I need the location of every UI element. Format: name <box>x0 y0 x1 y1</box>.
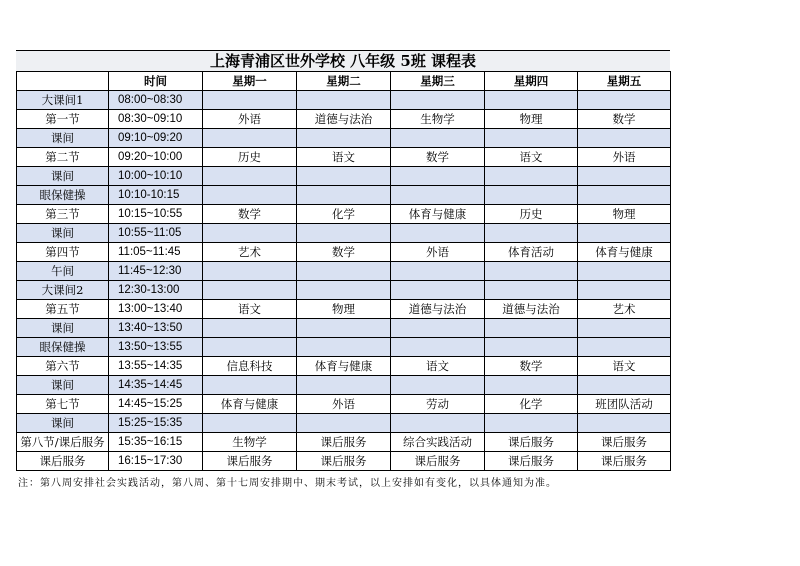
course-cell <box>578 129 671 148</box>
course-cell <box>485 262 578 281</box>
course-cell <box>391 91 485 110</box>
table-row <box>17 414 671 433</box>
footnote: 注：第八周安排社会实践活动，第八周、第十七周安排期中、期末考试，以上安排如有变化，以具体通知为准。 <box>18 478 557 489</box>
course-cell <box>578 167 671 186</box>
course-cell: 艺术 <box>203 243 297 262</box>
header-day: 星期四 <box>485 72 578 91</box>
course-cell: 道德与法治 <box>391 300 485 319</box>
course-cell <box>203 319 297 338</box>
course-cell <box>297 281 391 300</box>
course-cell <box>203 414 297 433</box>
course-cell: 课后服务 <box>578 452 671 471</box>
table-row <box>17 186 671 205</box>
course-cell <box>578 262 671 281</box>
course-cell: 数学 <box>578 110 671 129</box>
course-cell <box>485 376 578 395</box>
period-time: 11:45~12:30 <box>109 262 203 281</box>
period-time: 15:35~16:15 <box>109 433 203 452</box>
period-label: 课间 <box>17 414 109 433</box>
course-cell <box>203 91 297 110</box>
course-cell <box>485 338 578 357</box>
period-time: 13:55~14:35 <box>109 357 203 376</box>
period-time: 16:15~17:30 <box>109 452 203 471</box>
header-day: 星期一 <box>203 72 297 91</box>
table-row <box>17 319 671 338</box>
course-cell <box>578 319 671 338</box>
course-cell: 数学 <box>391 148 485 167</box>
course-cell <box>485 129 578 148</box>
timetable-sheet <box>16 50 670 471</box>
course-cell: 综合实践活动 <box>391 433 485 452</box>
course-cell: 生物学 <box>203 433 297 452</box>
period-label: 第五节 <box>17 300 109 319</box>
course-cell <box>391 376 485 395</box>
period-time: 09:20~10:00 <box>109 148 203 167</box>
course-cell <box>391 319 485 338</box>
course-cell: 课后服务 <box>203 452 297 471</box>
course-cell: 历史 <box>485 205 578 224</box>
table-row <box>17 262 671 281</box>
course-cell: 外语 <box>578 148 671 167</box>
table-row <box>17 300 671 319</box>
course-cell <box>578 91 671 110</box>
course-cell: 体育与健康 <box>578 243 671 262</box>
period-time: 10:00~10:10 <box>109 167 203 186</box>
course-cell: 课后服务 <box>297 433 391 452</box>
period-time: 15:25~15:35 <box>109 414 203 433</box>
course-cell <box>391 414 485 433</box>
period-label: 课间 <box>17 129 109 148</box>
course-cell: 物理 <box>578 205 671 224</box>
course-cell <box>391 338 485 357</box>
course-cell: 数学 <box>203 205 297 224</box>
table-row <box>17 167 671 186</box>
course-cell: 数学 <box>485 357 578 376</box>
course-cell <box>203 376 297 395</box>
period-label: 第六节 <box>17 357 109 376</box>
course-cell: 课后服务 <box>297 452 391 471</box>
course-cell: 课后服务 <box>391 452 485 471</box>
course-cell <box>485 224 578 243</box>
period-time: 14:35~14:45 <box>109 376 203 395</box>
course-cell: 班团队活动 <box>578 395 671 414</box>
period-label: 课间 <box>17 224 109 243</box>
course-cell <box>203 262 297 281</box>
header-corner <box>17 72 109 91</box>
course-cell: 物理 <box>297 300 391 319</box>
course-cell <box>203 167 297 186</box>
course-cell <box>578 186 671 205</box>
course-cell: 生物学 <box>391 110 485 129</box>
table-row <box>17 224 671 243</box>
course-cell: 体育与健康 <box>391 205 485 224</box>
course-cell: 体育活动 <box>485 243 578 262</box>
course-cell: 化学 <box>485 395 578 414</box>
course-cell <box>485 91 578 110</box>
period-label: 第二节 <box>17 148 109 167</box>
course-cell <box>203 338 297 357</box>
table-row <box>17 205 671 224</box>
table-row <box>17 433 671 452</box>
course-cell: 体育与健康 <box>203 395 297 414</box>
course-cell <box>391 224 485 243</box>
timetable-body <box>17 91 671 471</box>
course-cell <box>578 376 671 395</box>
course-cell <box>391 129 485 148</box>
table-row <box>17 243 671 262</box>
course-cell <box>297 262 391 281</box>
period-label: 课间 <box>17 376 109 395</box>
course-cell <box>391 186 485 205</box>
course-cell <box>297 91 391 110</box>
table-row <box>17 376 671 395</box>
period-label: 第三节 <box>17 205 109 224</box>
course-cell: 外语 <box>297 395 391 414</box>
period-time: 13:00~13:40 <box>109 300 203 319</box>
course-cell <box>485 319 578 338</box>
course-cell: 语文 <box>485 148 578 167</box>
period-time: 13:50~13:55 <box>109 338 203 357</box>
course-cell: 外语 <box>391 243 485 262</box>
course-cell: 课后服务 <box>485 433 578 452</box>
period-label: 第一节 <box>17 110 109 129</box>
period-time: 12:30-13:00 <box>109 281 203 300</box>
course-cell <box>485 281 578 300</box>
header-day: 星期二 <box>297 72 391 91</box>
header-row <box>17 72 671 91</box>
period-time: 13:40~13:50 <box>109 319 203 338</box>
table-row <box>17 338 671 357</box>
course-cell: 数学 <box>297 243 391 262</box>
course-cell: 体育与健康 <box>297 357 391 376</box>
course-cell <box>297 319 391 338</box>
period-label: 第四节 <box>17 243 109 262</box>
table-row <box>17 129 671 148</box>
course-cell <box>578 414 671 433</box>
course-cell: 信息科技 <box>203 357 297 376</box>
course-cell: 课后服务 <box>485 452 578 471</box>
period-label: 眼保健操 <box>17 338 109 357</box>
course-cell: 语文 <box>391 357 485 376</box>
course-cell: 道德与法治 <box>485 300 578 319</box>
period-label: 眼保健操 <box>17 186 109 205</box>
period-time: 09:10~09:20 <box>109 129 203 148</box>
table-row <box>17 110 671 129</box>
header-day: 星期三 <box>391 72 485 91</box>
course-cell <box>391 281 485 300</box>
course-cell: 历史 <box>203 148 297 167</box>
header-day: 星期五 <box>578 72 671 91</box>
course-cell <box>297 338 391 357</box>
timetable <box>16 71 671 471</box>
course-cell <box>297 129 391 148</box>
course-cell: 外语 <box>203 110 297 129</box>
table-row <box>17 148 671 167</box>
course-cell <box>297 414 391 433</box>
course-cell <box>391 262 485 281</box>
period-label: 大课间1 <box>17 91 109 110</box>
course-cell <box>578 281 671 300</box>
course-cell <box>485 167 578 186</box>
course-cell: 语文 <box>578 357 671 376</box>
period-label: 第八节/课后服务 <box>17 433 109 452</box>
period-label: 课间 <box>17 167 109 186</box>
course-cell <box>297 167 391 186</box>
period-label: 午间 <box>17 262 109 281</box>
header-time: 时间 <box>109 72 203 91</box>
course-cell: 语文 <box>297 148 391 167</box>
course-cell: 化学 <box>297 205 391 224</box>
course-cell <box>297 186 391 205</box>
course-cell: 艺术 <box>578 300 671 319</box>
timetable-title: 上海青浦区世外学校 八年级 5班 课程表 <box>16 50 670 71</box>
period-label: 大课间2 <box>17 281 109 300</box>
table-row <box>17 395 671 414</box>
course-cell: 课后服务 <box>578 433 671 452</box>
period-label: 课间 <box>17 319 109 338</box>
course-cell <box>391 167 485 186</box>
period-label: 课后服务 <box>17 452 109 471</box>
course-cell <box>203 186 297 205</box>
course-cell <box>203 224 297 243</box>
period-time: 10:10-10:15 <box>109 186 203 205</box>
table-row <box>17 357 671 376</box>
course-cell: 物理 <box>485 110 578 129</box>
course-cell: 劳动 <box>391 395 485 414</box>
period-time: 10:55~11:05 <box>109 224 203 243</box>
table-row <box>17 452 671 471</box>
course-cell <box>297 376 391 395</box>
course-cell <box>297 224 391 243</box>
period-time: 14:45~15:25 <box>109 395 203 414</box>
course-cell <box>203 281 297 300</box>
period-time: 11:05~11:45 <box>109 243 203 262</box>
table-row <box>17 91 671 110</box>
course-cell: 语文 <box>203 300 297 319</box>
course-cell <box>578 224 671 243</box>
period-time: 10:15~10:55 <box>109 205 203 224</box>
table-row <box>17 281 671 300</box>
period-time: 08:30~09:10 <box>109 110 203 129</box>
course-cell <box>485 414 578 433</box>
period-label: 第七节 <box>17 395 109 414</box>
course-cell <box>485 186 578 205</box>
course-cell <box>203 129 297 148</box>
period-time: 08:00~08:30 <box>109 91 203 110</box>
course-cell: 道德与法治 <box>297 110 391 129</box>
course-cell <box>578 338 671 357</box>
